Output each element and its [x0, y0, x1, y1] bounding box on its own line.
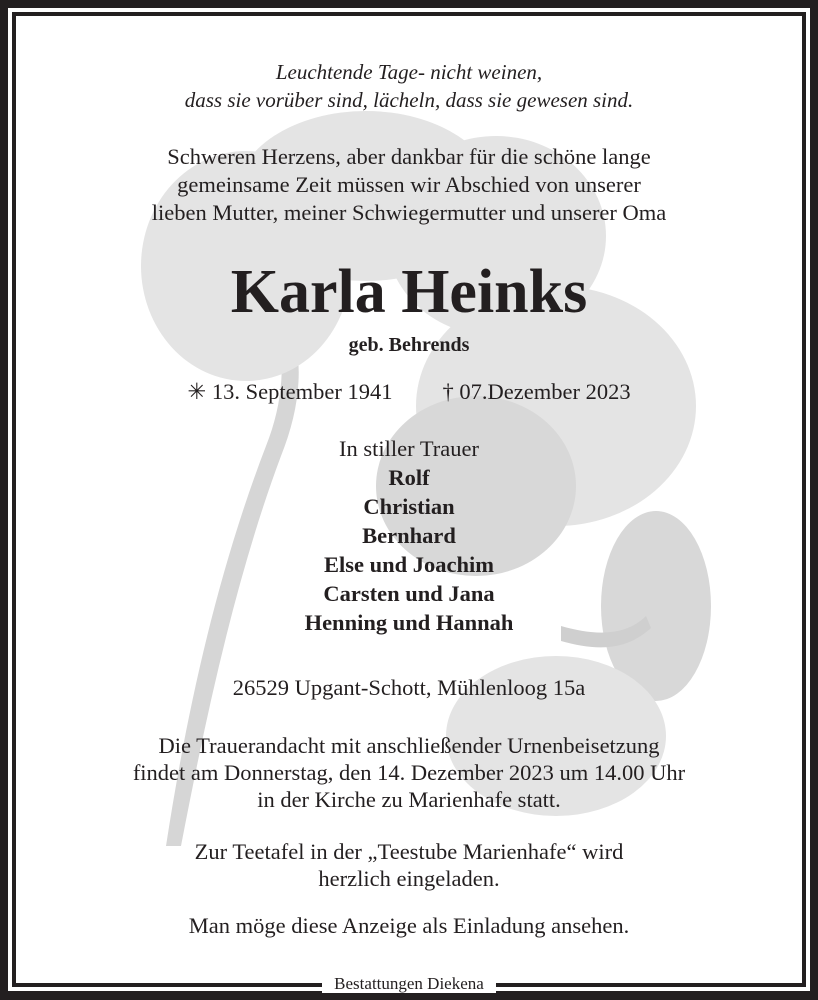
- tea-line: Zur Teetafel in der „Teestube Marienhafe“ wird: [194, 839, 624, 864]
- poem-line: Leuchtende Tage- nicht weinen,: [275, 60, 543, 84]
- life-dates: [16, 379, 802, 405]
- closing-line: Man möge diese Anzeige als Einladung ansehen.: [188, 913, 630, 938]
- mourner-name: Henning und Hannah: [304, 610, 514, 635]
- obituary-notice: [12, 12, 806, 987]
- mourner-name: Bernhard: [362, 523, 456, 548]
- mourners-heading: In stiller Trauer: [339, 436, 479, 461]
- deceased-name: Karla Heinks: [230, 258, 588, 326]
- tea-line: herzlich eingeladen.: [318, 866, 500, 891]
- address: 26529 Upgant-Schott, Mühlenloog 15a: [232, 675, 586, 700]
- mourner-name: Christian: [363, 494, 455, 519]
- mourner-name: Carsten und Jana: [323, 581, 495, 606]
- intro-line: gemeinsame Zeit müssen wir Abschied von unserer: [177, 172, 641, 197]
- mourner-name: Else und Joachim: [323, 552, 495, 577]
- service-line: findet am Donnerstag, den 14. Dezember 2023 um 14.00 Uhr: [132, 760, 686, 785]
- intro-line: Schweren Herzens, aber dankbar für die schöne lange: [167, 144, 651, 169]
- death-date: † 07.Dezember 2023: [442, 379, 631, 404]
- service-line: Die Trauerandacht mit anschließender Urnenbeisetzung: [158, 733, 660, 758]
- maiden-name: geb. Behrends: [348, 334, 470, 356]
- funeral-home: Bestattungen Diekena: [322, 974, 496, 993]
- poem-line: dass sie vorüber sind, lächeln, dass sie gewesen sind.: [184, 88, 634, 112]
- intro-line: lieben Mutter, meiner Schwiegermutter und unserer Oma: [151, 200, 667, 225]
- service-line: in der Kirche zu Marienhafe statt.: [257, 787, 561, 812]
- mourner-name: Rolf: [388, 465, 430, 490]
- birth-date: ✳ 13. September 1941: [187, 379, 393, 404]
- footer: [0, 975, 818, 995]
